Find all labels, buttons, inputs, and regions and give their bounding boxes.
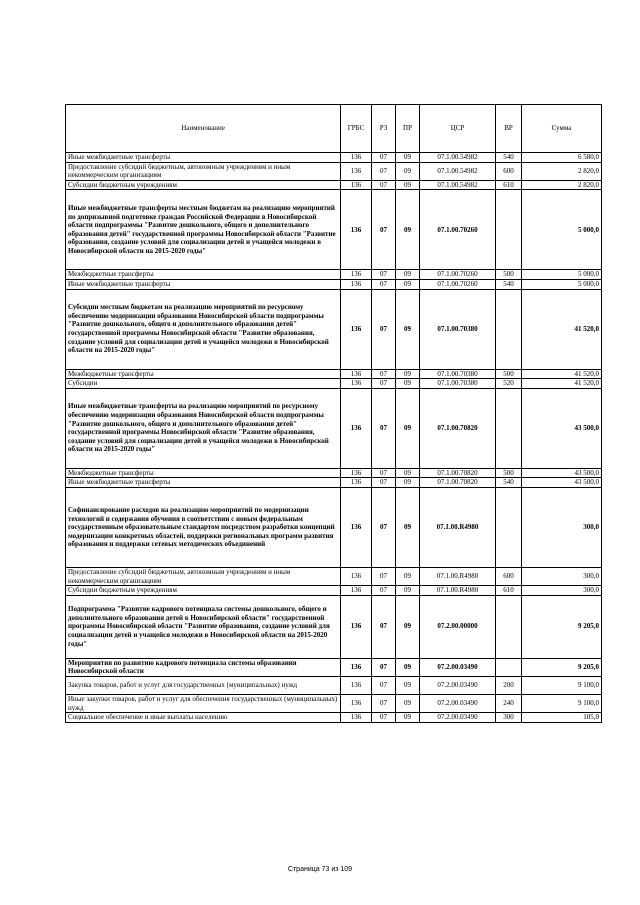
cell-pr: 09 bbox=[396, 289, 420, 369]
table-row bbox=[66, 468, 602, 478]
cell-vr bbox=[496, 289, 522, 369]
cell-sum: 41 520,0 bbox=[522, 289, 602, 369]
cell-csr: 07.1.00.R4980 bbox=[420, 586, 496, 596]
cell-vr: 500 bbox=[496, 468, 522, 478]
cell-sum: 5 000,0 bbox=[522, 279, 602, 289]
cell-vr: 610 bbox=[496, 180, 522, 190]
cell-rz: 07 bbox=[372, 289, 396, 369]
cell-name: Межбюджетные трансферты bbox=[66, 369, 341, 379]
cell-rz: 07 bbox=[372, 694, 396, 712]
table-row bbox=[66, 694, 602, 712]
cell-sum: 300,0 bbox=[522, 487, 602, 567]
cell-grbs: 136 bbox=[341, 190, 372, 270]
budget-table bbox=[65, 104, 602, 723]
cell-grbs: 136 bbox=[341, 713, 372, 723]
table-row bbox=[66, 270, 602, 280]
cell-rz: 07 bbox=[372, 180, 396, 190]
cell-name: Мероприятия по развитию кадрового потенциала системы образования Новосибирской области bbox=[66, 658, 341, 676]
header-grbs: ГРБС bbox=[341, 105, 372, 153]
cell-csr: 07.1.00.70380 bbox=[420, 369, 496, 379]
cell-grbs: 136 bbox=[341, 270, 372, 280]
cell-grbs: 136 bbox=[341, 676, 372, 694]
cell-pr: 09 bbox=[396, 478, 420, 488]
cell-pr: 09 bbox=[396, 694, 420, 712]
cell-pr: 09 bbox=[396, 379, 420, 389]
cell-grbs: 136 bbox=[341, 586, 372, 596]
table-row bbox=[66, 487, 602, 567]
cell-name: Иные межбюджетные трансферты bbox=[66, 478, 341, 488]
cell-name: Предоставление субсидий бюджетным, автономным учреждениям и иным некоммерческим организациям bbox=[66, 162, 341, 180]
cell-vr bbox=[496, 658, 522, 676]
cell-name: Иные межбюджетные трансферты на реализацию мероприятий по ресурсному обеспечению модернизации образования Новосибирской области подпрограммы "Развитие дошкольного, общего и дополнительного образования детей" государственной программы Новосибирской области "Развитие образования, создание условий для социализации детей и учащейся молодежи в Новосибирской области на 2015-2020 годы" bbox=[66, 388, 341, 468]
cell-name: Иные закупки товаров, работ и услуг для обеспечения государственных (муниципальных) нужд bbox=[66, 694, 341, 712]
cell-grbs: 136 bbox=[341, 279, 372, 289]
cell-sum: 300,0 bbox=[522, 567, 602, 585]
cell-csr: 07.1.00.70820 bbox=[420, 468, 496, 478]
cell-vr bbox=[496, 487, 522, 567]
table-row bbox=[66, 713, 602, 723]
cell-rz: 07 bbox=[372, 595, 396, 658]
cell-name: Подпрограмма "Развитие кадрового потенциала системы дошкольного, общего и дополнительного образования детей в Новосибирской области" государственной программы Новосибирской области "Развитие образования, создание условий для социализации детей и учащейся молодежи в Новосибирской области на 2015-2020 годы" bbox=[66, 595, 341, 658]
cell-pr: 09 bbox=[396, 388, 420, 468]
cell-csr: 07.1.00.70380 bbox=[420, 289, 496, 369]
cell-vr: 600 bbox=[496, 162, 522, 180]
cell-rz: 07 bbox=[372, 468, 396, 478]
cell-csr: 07.1.00.54982 bbox=[420, 180, 496, 190]
cell-pr: 09 bbox=[396, 468, 420, 478]
cell-rz: 07 bbox=[372, 713, 396, 723]
cell-sum: 9 100,0 bbox=[522, 676, 602, 694]
cell-csr: 07.2.00.03490 bbox=[420, 658, 496, 676]
cell-grbs: 136 bbox=[341, 162, 372, 180]
cell-name: Софинансирование расходов на реализацию мероприятий по модернизации технологий и содержания обучения в соответствии с новым федеральным государственным образовательным стандартом посредством разработки концепций модернизации конкретных областей, поддержки региональных программ развития образования и поддержки сетевых методических объединений bbox=[66, 487, 341, 567]
cell-rz: 07 bbox=[372, 153, 396, 163]
cell-sum: 6 580,0 bbox=[522, 153, 602, 163]
cell-grbs: 136 bbox=[341, 468, 372, 478]
cell-name: Субсидии bbox=[66, 379, 341, 389]
cell-rz: 07 bbox=[372, 162, 396, 180]
cell-csr: 07.2.00.03490 bbox=[420, 694, 496, 712]
cell-pr: 09 bbox=[396, 190, 420, 270]
cell-vr: 240 bbox=[496, 694, 522, 712]
cell-pr: 09 bbox=[396, 713, 420, 723]
cell-rz: 07 bbox=[372, 270, 396, 280]
cell-pr: 09 bbox=[396, 595, 420, 658]
cell-sum: 43 500,0 bbox=[522, 478, 602, 488]
cell-grbs: 136 bbox=[341, 289, 372, 369]
cell-name: Межбюджетные трансферты bbox=[66, 468, 341, 478]
cell-csr: 07.2.00.03490 bbox=[420, 676, 496, 694]
cell-sum: 5 000,0 bbox=[522, 270, 602, 280]
cell-pr: 09 bbox=[396, 153, 420, 163]
cell-name: Социальное обеспечение и иные выплаты населению bbox=[66, 713, 341, 723]
cell-name: Закупка товаров, работ и услуг для государственных (муниципальных) нужд bbox=[66, 676, 341, 694]
cell-grbs: 136 bbox=[341, 388, 372, 468]
cell-csr: 07.1.00.R4980 bbox=[420, 567, 496, 585]
cell-vr: 540 bbox=[496, 478, 522, 488]
table-row bbox=[66, 658, 602, 676]
cell-vr: 500 bbox=[496, 270, 522, 280]
cell-grbs: 136 bbox=[341, 595, 372, 658]
header-vr: ВР bbox=[496, 105, 522, 153]
cell-name: Иные межбюджетные трансферты местным бюджетам на реализацию мероприятий по допризывной подготовке граждан Российской Федерации в Новосибирской области подпрограммы "Развитие дошкольного, общего и дополнительного образования детей" государственной программы Новосибирской области "Развитие образования, создание условий для социализации детей и учащейся молодежи в Новосибирской области на 2015-2020 годы" bbox=[66, 190, 341, 270]
cell-rz: 07 bbox=[372, 567, 396, 585]
table-row bbox=[66, 279, 602, 289]
cell-name: Субсидии бюджетным учреждениям bbox=[66, 180, 341, 190]
cell-sum: 2 820,0 bbox=[522, 180, 602, 190]
cell-sum: 9 205,0 bbox=[522, 595, 602, 658]
cell-vr: 300 bbox=[496, 713, 522, 723]
cell-vr: 540 bbox=[496, 279, 522, 289]
table-body bbox=[66, 153, 602, 723]
cell-sum: 9 100,0 bbox=[522, 694, 602, 712]
cell-grbs: 136 bbox=[341, 567, 372, 585]
cell-vr bbox=[496, 190, 522, 270]
cell-csr: 07.2.00.00000 bbox=[420, 595, 496, 658]
cell-grbs: 136 bbox=[341, 153, 372, 163]
header-name: Наименование bbox=[66, 105, 341, 153]
cell-pr: 09 bbox=[396, 369, 420, 379]
table-row bbox=[66, 162, 602, 180]
table-row bbox=[66, 180, 602, 190]
cell-csr: 07.1.00.54982 bbox=[420, 153, 496, 163]
header-rz: РЗ bbox=[372, 105, 396, 153]
cell-name: Субсидии местным бюджетам на реализацию мероприятий по ресурсному обеспечению модернизации образования Новосибирской области подпрограммы "Развитие дошкольного, общего и дополнительного образования детей" государственной программы Новосибирской области "Развитие образования, создание условий для социализации детей и учащейся молодежи в Новосибирской области на 2015-2020 годы" bbox=[66, 289, 341, 369]
table-row bbox=[66, 190, 602, 270]
cell-vr bbox=[496, 388, 522, 468]
cell-sum: 41 520,0 bbox=[522, 379, 602, 389]
cell-vr: 520 bbox=[496, 379, 522, 389]
cell-sum: 41 520,0 bbox=[522, 369, 602, 379]
cell-csr: 07.1.00.70820 bbox=[420, 388, 496, 468]
header-sum: Сумма bbox=[522, 105, 602, 153]
cell-rz: 07 bbox=[372, 388, 396, 468]
cell-pr: 09 bbox=[396, 586, 420, 596]
cell-vr: 540 bbox=[496, 153, 522, 163]
cell-name: Иные межбюджетные трансферты bbox=[66, 153, 341, 163]
cell-sum: 5 000,0 bbox=[522, 190, 602, 270]
table-row bbox=[66, 153, 602, 163]
table-row bbox=[66, 586, 602, 596]
cell-grbs: 136 bbox=[341, 478, 372, 488]
cell-vr bbox=[496, 595, 522, 658]
cell-pr: 09 bbox=[396, 658, 420, 676]
cell-name: Субсидии бюджетным учреждениям bbox=[66, 586, 341, 596]
cell-csr: 07.1.00.54982 bbox=[420, 162, 496, 180]
cell-csr: 07.1.00.70260 bbox=[420, 190, 496, 270]
cell-rz: 07 bbox=[372, 676, 396, 694]
cell-vr: 500 bbox=[496, 369, 522, 379]
cell-rz: 07 bbox=[372, 487, 396, 567]
cell-pr: 09 bbox=[396, 676, 420, 694]
cell-rz: 07 bbox=[372, 190, 396, 270]
cell-csr: 07.1.00.70260 bbox=[420, 270, 496, 280]
cell-grbs: 136 bbox=[341, 379, 372, 389]
cell-pr: 09 bbox=[396, 487, 420, 567]
cell-sum: 43 500,0 bbox=[522, 388, 602, 468]
cell-rz: 07 bbox=[372, 379, 396, 389]
cell-csr: 07.1.00.70380 bbox=[420, 379, 496, 389]
cell-sum: 105,0 bbox=[522, 713, 602, 723]
table-row bbox=[66, 567, 602, 585]
cell-grbs: 136 bbox=[341, 658, 372, 676]
cell-rz: 07 bbox=[372, 279, 396, 289]
header-pr: ПР bbox=[396, 105, 420, 153]
cell-pr: 09 bbox=[396, 270, 420, 280]
cell-sum: 300,0 bbox=[522, 586, 602, 596]
cell-rz: 07 bbox=[372, 369, 396, 379]
cell-rz: 07 bbox=[372, 658, 396, 676]
cell-sum: 9 205,0 bbox=[522, 658, 602, 676]
cell-grbs: 136 bbox=[341, 694, 372, 712]
header-csr: ЦСР bbox=[420, 105, 496, 153]
cell-csr: 07.1.00.70820 bbox=[420, 478, 496, 488]
table-row bbox=[66, 676, 602, 694]
table-row bbox=[66, 388, 602, 468]
cell-vr: 600 bbox=[496, 567, 522, 585]
cell-name: Межбюджетные трансферты bbox=[66, 270, 341, 280]
cell-grbs: 136 bbox=[341, 487, 372, 567]
table-row bbox=[66, 289, 602, 369]
cell-grbs: 136 bbox=[341, 180, 372, 190]
cell-csr: 07.2.00.03490 bbox=[420, 713, 496, 723]
cell-rz: 07 bbox=[372, 478, 396, 488]
cell-name: Предоставление субсидий бюджетным, автономным учреждениям и иным некоммерческим организациям bbox=[66, 567, 341, 585]
table-header-row bbox=[66, 105, 602, 153]
page-footer: Страница 73 из 109 bbox=[287, 866, 353, 873]
cell-vr: 610 bbox=[496, 586, 522, 596]
table-row bbox=[66, 379, 602, 389]
table-row bbox=[66, 369, 602, 379]
cell-sum: 2 820,0 bbox=[522, 162, 602, 180]
cell-pr: 09 bbox=[396, 162, 420, 180]
cell-sum: 43 500,0 bbox=[522, 468, 602, 478]
cell-vr: 200 bbox=[496, 676, 522, 694]
table-row bbox=[66, 595, 602, 658]
table-row bbox=[66, 478, 602, 488]
cell-pr: 09 bbox=[396, 279, 420, 289]
cell-csr: 07.1.00.70260 bbox=[420, 279, 496, 289]
cell-grbs: 136 bbox=[341, 369, 372, 379]
cell-rz: 07 bbox=[372, 586, 396, 596]
cell-pr: 09 bbox=[396, 567, 420, 585]
cell-name: Иные межбюджетные трансферты bbox=[66, 279, 341, 289]
cell-csr: 07.1.00.R4980 bbox=[420, 487, 496, 567]
cell-pr: 09 bbox=[396, 180, 420, 190]
